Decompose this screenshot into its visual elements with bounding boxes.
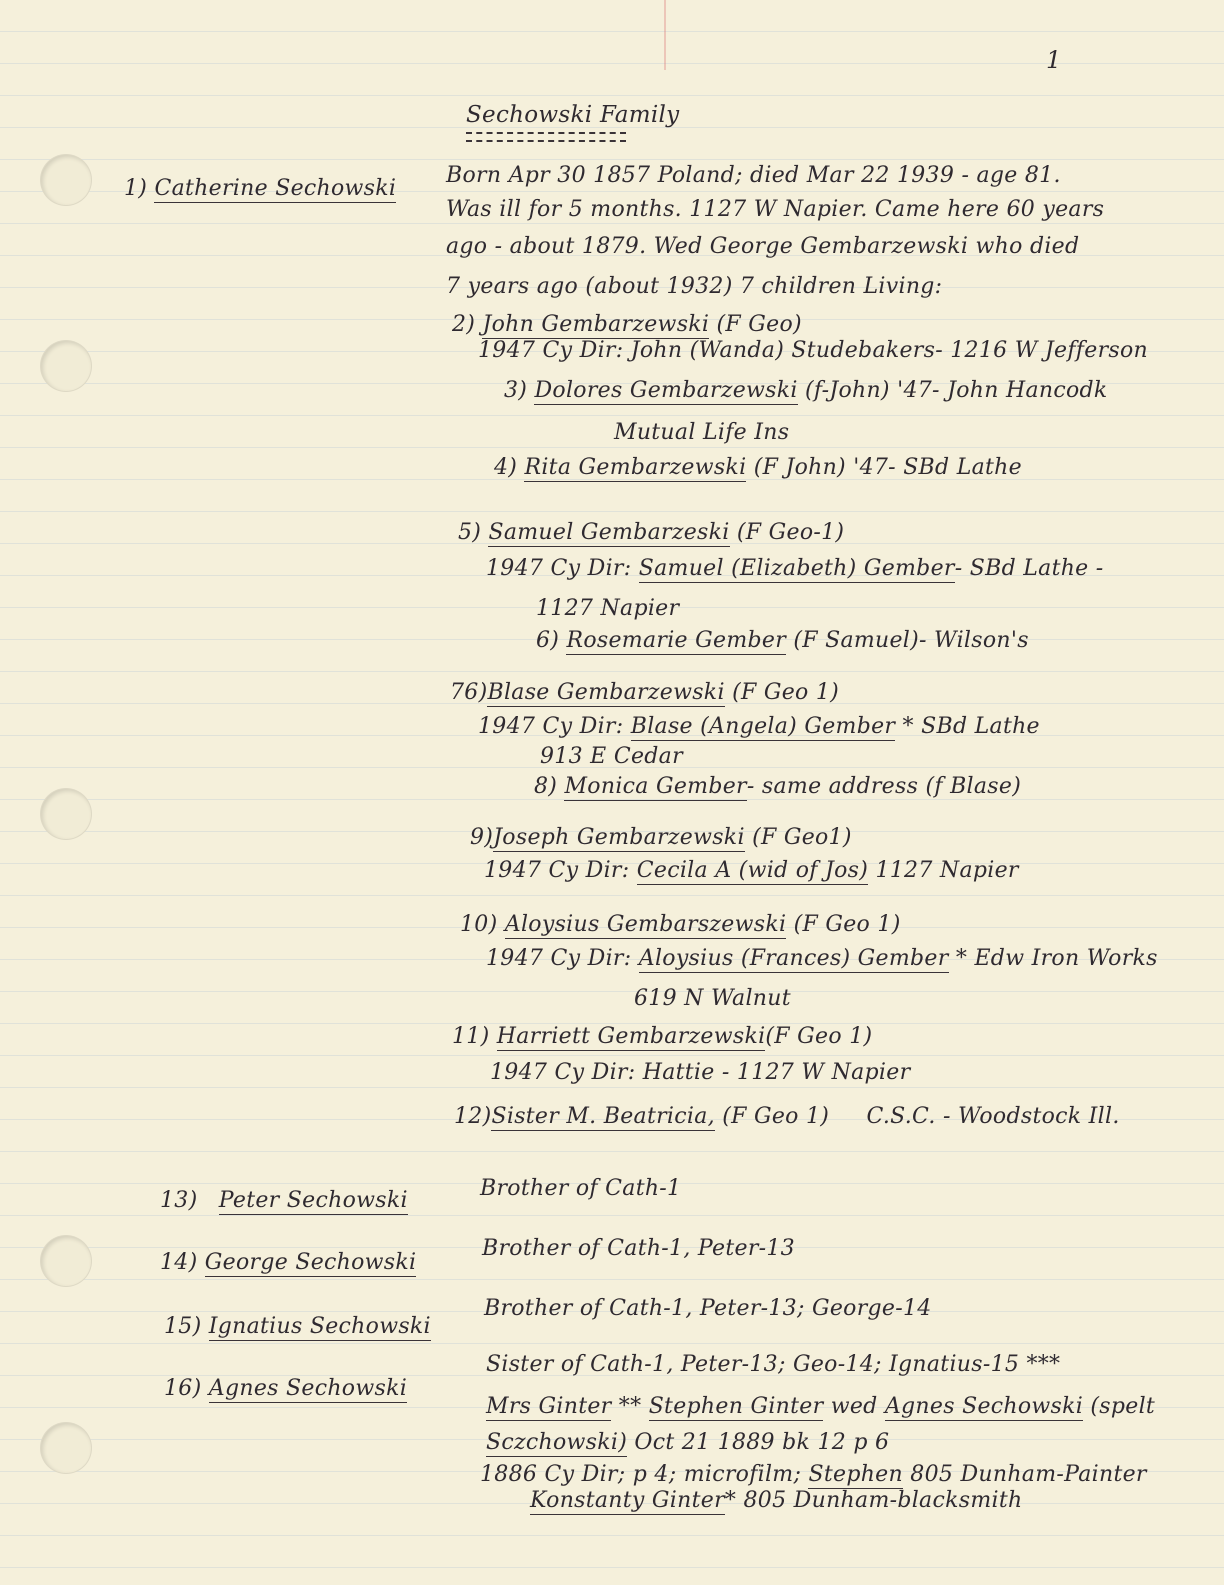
text-fragment: (F Geo 1) <box>732 680 840 705</box>
entry-name: Blase Gembarzewski <box>487 680 725 705</box>
text-fragment: (F John) '47- SBd Lathe <box>753 455 1022 480</box>
entry-2-directory: 1947 Cy Dir: John (Wanda) Studebakers- 1216 W Jefferson <box>478 338 1148 363</box>
text-fragment: 12) <box>454 1104 492 1129</box>
entry-16-line-2 <box>486 1394 1155 1419</box>
text-fragment: * 805 Dunham-blacksmith <box>724 1488 1023 1513</box>
entry-9-directory <box>484 858 1019 883</box>
entry-name: Harriett Gembarzewski <box>496 1024 766 1049</box>
text-fragment: * Edw Iron Works <box>955 946 1158 971</box>
text-fragment: 76) <box>450 680 488 705</box>
text-fragment: Oct 21 1889 bk 12 p 6 <box>634 1430 890 1455</box>
entry-10-header <box>460 912 901 937</box>
text-fragment: 11) <box>452 1024 490 1049</box>
text-fragment: - SBd Lathe - <box>954 556 1104 581</box>
punch-hole <box>40 340 92 392</box>
text-fragment: 4) <box>494 455 518 480</box>
entry-16-line-4 <box>480 1462 1147 1487</box>
entry-number: 1) <box>124 176 148 201</box>
entry-7-directory <box>478 714 1040 739</box>
entry-1-line-1: Born Apr 30 1857 Poland; died Mar 22 1939 - age 81. <box>446 163 1061 188</box>
text-fragment: (f-John) '47- John Hancodk <box>805 378 1108 403</box>
text-fragment: 15) <box>164 1314 202 1339</box>
entry-16-label <box>164 1376 407 1401</box>
text-fragment: 14) <box>160 1250 198 1275</box>
entry-15-label <box>164 1314 431 1339</box>
text-fragment: 8) <box>534 774 558 799</box>
entry-13-description: Brother of Cath-1 <box>480 1176 682 1201</box>
entry-5-continued: 1127 Napier <box>536 596 680 621</box>
entry-5-directory <box>486 556 1104 581</box>
entry-6-header <box>536 628 1029 653</box>
entry-1-label <box>124 176 396 201</box>
text-fragment: 9) <box>470 825 494 850</box>
text-fragment: ** <box>618 1394 642 1419</box>
entry-3-continued: Mutual Life Ins <box>614 420 790 445</box>
text-fragment: Konstanty Ginter <box>530 1488 725 1513</box>
text-fragment: 1947 Cy Dir: <box>478 714 624 739</box>
page-title: Sechowski Family <box>466 102 680 128</box>
punch-hole <box>40 1235 92 1287</box>
entry-7-header <box>450 680 839 705</box>
entry-10-continued: 619 N Walnut <box>634 986 791 1011</box>
text-fragment: wed <box>830 1394 878 1419</box>
text-fragment: Mrs Ginter <box>486 1394 612 1419</box>
text-fragment: Stephen <box>808 1462 903 1487</box>
text-fragment: (F Geo 1) <box>793 912 901 937</box>
entry-8-header <box>534 774 1021 799</box>
text-fragment: Agnes Sechowski <box>884 1394 1084 1419</box>
entry-name: Rosemarie Gember <box>566 628 787 653</box>
punch-hole <box>40 154 92 206</box>
text-fragment: (F Geo) <box>716 312 802 337</box>
text-fragment: 10) <box>460 912 498 937</box>
text-fragment: (F Geo-1) <box>736 520 845 545</box>
title-double-underline <box>466 132 626 142</box>
text-fragment: 1886 Cy Dir; p 4; microfilm; <box>480 1462 802 1487</box>
text-fragment: 1127 Napier <box>875 858 1019 883</box>
text-fragment: 805 Dunham-Painter <box>910 1462 1147 1487</box>
entry-name: Dolores Gembarzewski <box>534 378 798 403</box>
text-fragment: 5) <box>458 520 482 545</box>
entry-11-header <box>452 1024 872 1049</box>
text-fragment: * SBd Lathe <box>902 714 1040 739</box>
text-fragment: 1947 Cy Dir: <box>486 556 632 581</box>
entry-5-header <box>458 520 844 545</box>
entry-name: Catherine Sechowski <box>154 176 397 201</box>
text-fragment: 2) <box>452 312 476 337</box>
text-fragment: C.S.C. - Woodstock Ill. <box>866 1104 1120 1129</box>
entry-11-directory: 1947 Cy Dir: Hattie - 1127 W Napier <box>490 1060 911 1085</box>
text-fragment: Sczchowski) <box>486 1430 628 1455</box>
entry-name: Sister M. Beatricia, <box>491 1104 715 1129</box>
entry-name: Rita Gembarzewski <box>524 455 747 480</box>
margin-line <box>664 0 666 70</box>
text-fragment: Blase (Angela) Gember <box>630 714 896 739</box>
entry-name: Ignatius Sechowski <box>208 1314 431 1339</box>
page-number: 1 <box>1046 46 1062 74</box>
text-fragment: Samuel (Elizabeth) Gember <box>638 556 955 581</box>
text-fragment: - same address (f Blase) <box>746 774 1022 799</box>
entry-name: Joseph Gembarzewski <box>493 825 745 850</box>
entry-2-header <box>452 312 802 337</box>
entry-12-header <box>454 1104 1120 1129</box>
entry-name: Monica Gember <box>564 774 747 799</box>
entry-4-header <box>494 455 1022 480</box>
text-fragment: (F Geo 1) <box>722 1104 830 1129</box>
entry-15-description: Brother of Cath-1, Peter-13; George-14 <box>484 1296 932 1321</box>
text-fragment: 3) <box>504 378 528 403</box>
entry-13-label <box>160 1188 408 1213</box>
text-fragment: 1947 Cy Dir: <box>484 858 630 883</box>
entry-3-header <box>504 378 1108 403</box>
text-fragment: 6) <box>536 628 560 653</box>
entry-14-label <box>160 1250 416 1275</box>
entry-7-continued: 913 E Cedar <box>540 744 683 769</box>
punch-hole <box>40 788 92 840</box>
text-fragment: Cecila A (wid of Jos) <box>636 858 869 883</box>
entry-16-description: Sister of Cath-1, Peter-13; Geo-14; Ignatius-15 *** <box>486 1352 1061 1377</box>
entry-name: Peter Sechowski <box>218 1188 408 1213</box>
entry-1-line-2: Was ill for 5 months. 1127 W Napier. Came here 60 years <box>446 197 1105 222</box>
entry-name: Samuel Gembarzeski <box>488 520 730 545</box>
entry-10-directory <box>486 946 1158 971</box>
text-fragment: 16) <box>164 1376 202 1401</box>
text-fragment: (F Samuel)- Wilson's <box>793 628 1029 653</box>
text-fragment: (F Geo1) <box>752 825 852 850</box>
entry-16-line-5 <box>530 1488 1022 1513</box>
entry-name: John Gembarzewski <box>482 312 710 337</box>
entry-14-description: Brother of Cath-1, Peter-13 <box>482 1236 795 1261</box>
entry-16-line-3 <box>486 1430 889 1455</box>
entry-9-header <box>470 825 852 850</box>
text-fragment: 1947 Cy Dir: <box>486 946 632 971</box>
entry-name: Agnes Sechowski <box>208 1376 408 1401</box>
entry-1-line-3: ago - about 1879. Wed George Gembarzewski who died <box>446 234 1080 259</box>
entry-1-line-4: 7 years ago (about 1932) 7 children Living: <box>446 274 943 299</box>
text-fragment: Stephen Ginter <box>648 1394 824 1419</box>
entry-name: Aloysius Gembarszewski <box>504 912 787 937</box>
text-fragment: 13) <box>160 1188 198 1213</box>
text-fragment: Aloysius (Frances) Gember <box>638 946 949 971</box>
text-fragment: (spelt <box>1090 1394 1156 1419</box>
punch-hole <box>40 1422 92 1474</box>
entry-name: George Sechowski <box>204 1250 417 1275</box>
text-fragment: (F Geo 1) <box>765 1024 873 1049</box>
